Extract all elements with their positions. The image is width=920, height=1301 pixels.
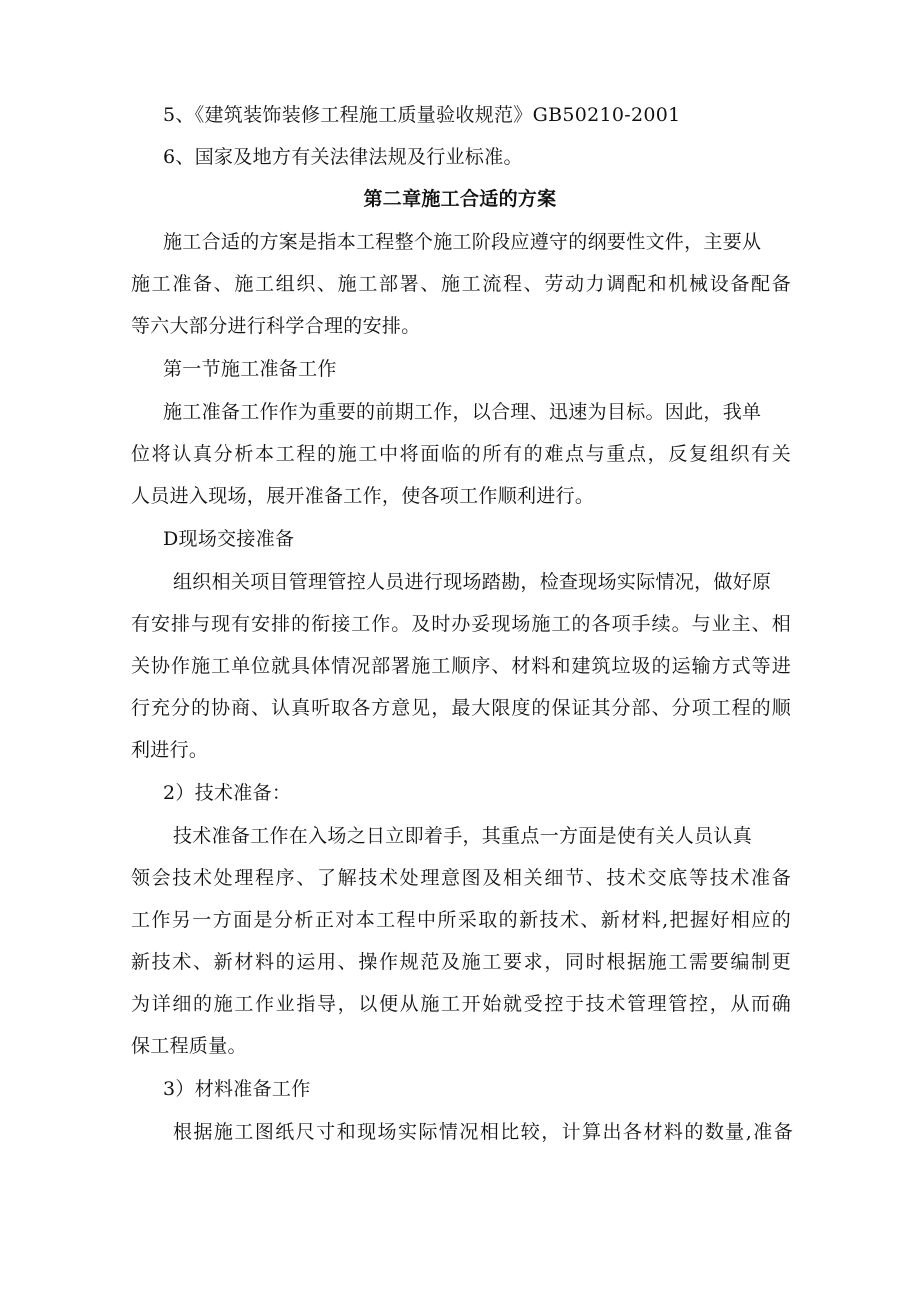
paragraph-line: 工作另一方面是分析正对本工程中所采取的新技术、新材料,把握好相应的	[131, 909, 791, 931]
paragraph-line: 有安排与现有安排的衔接工作。及时办妥现场施工的各项手续。与业主、相	[131, 613, 791, 635]
chapter-heading: 第二章施工合适的方案	[363, 188, 557, 210]
paragraph-line: 关协作施工单位就具体情况部署施工顺序、材料和建筑垃圾的运输方式等进	[131, 655, 791, 677]
paragraph-line: 新技术、新材料的运用、操作规范及施工要求，同时根据施工需要编制更	[131, 951, 791, 973]
paragraph-line: 组织相关项目管理管控人员进行现场踏勘，检查现场实际情况，做好原	[173, 571, 772, 593]
paragraph-line: 人员进入现场，展开准备工作，使各项工作顺利进行。	[131, 485, 595, 507]
paragraph-line: 等六大部分进行科学合理的安排。	[131, 315, 421, 337]
paragraph-line: 施工准备工作作为重要的前期工作，以合理、迅速为目标。因此，我单	[163, 401, 762, 423]
paragraph-line: 领会技术处理程序、了解技术处理意图及相关细节、技术交底等技术准备	[131, 867, 791, 889]
paragraph-line: 行充分的协商、认真听取各方意见，最大限度的保证其分部、分项工程的顺	[131, 697, 791, 719]
paragraph-line: 保工程质量。	[131, 1035, 247, 1057]
paragraph-line: 位将认真分析本工程的施工中将面临的所有的难点与重点，反复组织有关	[131, 443, 791, 465]
paragraph-line: 为详细的施工作业指导，以便从施工开始就受控于技术管理管控，从而确	[131, 993, 791, 1015]
paragraph-line: 技术准备工作在入场之日立即着手，其重点一方面是使有关人员认真	[173, 825, 753, 847]
subsection-heading: 2）技术准备：	[163, 782, 292, 804]
paragraph-line: 施工准备、施工组织、施工部署、施工流程、劳动力调配和机械设备配备	[131, 273, 791, 295]
paragraph-line: 根据施工图纸尺寸和现场实际情况相比较，计算出各材料的数量,准备	[173, 1121, 793, 1143]
reference-item-5: 5、《建筑装饰装修工程施工质量验收规范》GB50210-2001	[163, 104, 681, 126]
subsection-heading: D现场交接准备	[163, 528, 295, 550]
reference-item-6: 6、国家及地方有关法律法规及行业标准。	[163, 146, 523, 168]
section-heading: 第一节施工准备工作	[163, 358, 337, 380]
paragraph-line: 施工合适的方案是指本工程整个施工阶段应遵守的纲要性文件，主要从	[163, 231, 762, 253]
paragraph-line: 利进行。	[131, 739, 209, 761]
subsection-heading: 3）材料准备工作	[163, 1078, 311, 1100]
